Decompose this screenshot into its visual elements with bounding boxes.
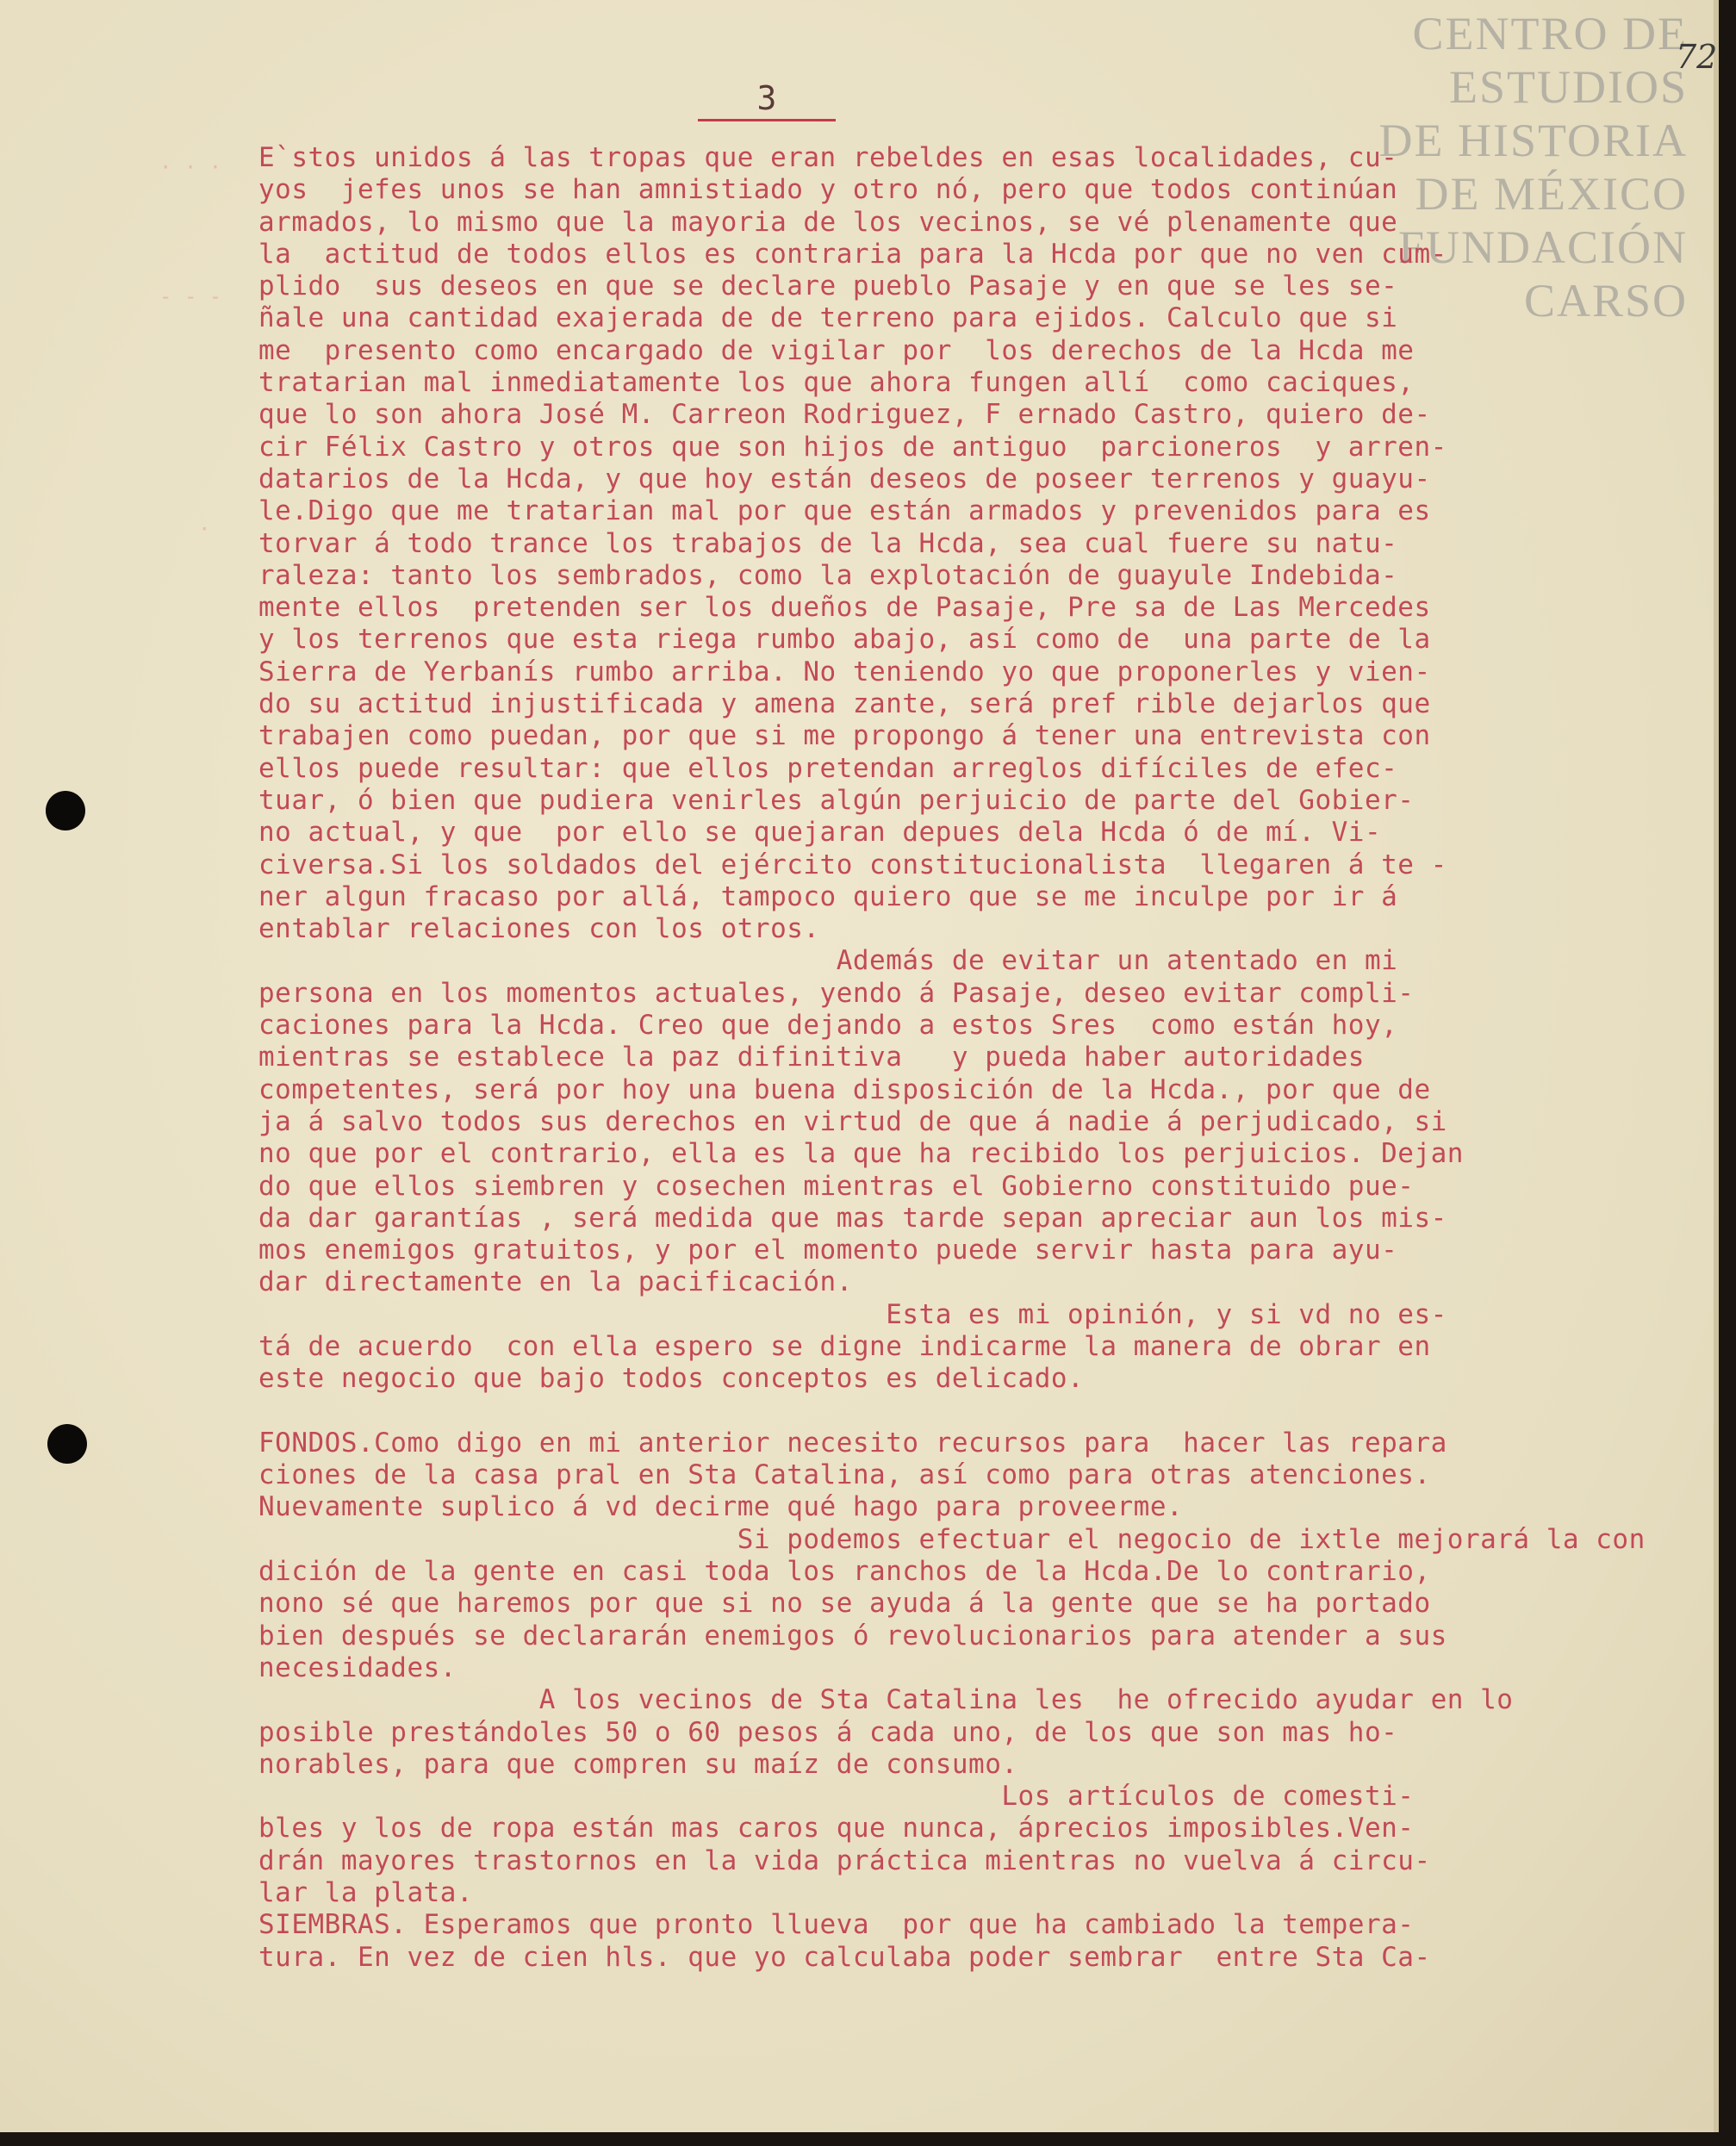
text-line: civersa.Si los soldados del ejército constitucionalista llegaren á te -	[258, 849, 1447, 880]
text-line: Sierra de Yerbanís rumbo arriba. No teniendo yo que proponerles y vien-	[258, 656, 1431, 687]
margin-bleed-mark: · · ·	[159, 155, 222, 179]
margin-bleed-mark: - - -	[159, 284, 222, 308]
text-line: dar directamente en la pacificación.	[258, 1266, 853, 1298]
watermark-line: DE MÉXICO	[1415, 168, 1688, 220]
letter-body	[258, 142, 1719, 1974]
text-line: do su actitud injustificada y amena zante, será pref rible dejarlos que	[258, 688, 1431, 720]
watermark-line: CENTRO DE	[1412, 8, 1688, 59]
text-line: A los vecinos de Sta Catalina les he ofrecido ayudar en lo	[258, 1684, 1514, 1716]
text-line: raleza: tanto los sembrados, como la explotación de guayule Indebida-	[258, 559, 1398, 591]
text-line: plido sus deseos en que se declare pueblo Pasaje y en que se les se-	[258, 271, 1398, 302]
text-line: Nuevamente suplico á vd decirme qué hago para proveerme.	[258, 1491, 1184, 1523]
text-line: tuar, ó bien que pudiera venirles algún perjuicio de parte del Gobier-	[258, 784, 1415, 816]
text-line: armados, lo mismo que la mayoria de los vecinos, se vé plenamente que	[258, 206, 1398, 238]
text-line: no actual, y que por ello se quejaran depues dela Hcda ó de mí. Vi-	[258, 817, 1382, 849]
text-line: ja á salvo todos sus derechos en virtud de que á nadie á perjudicado, si	[258, 1105, 1447, 1137]
text-line: mente ellos pretenden ser los dueños de Pasaje, Pre sa de Las Mercedes	[258, 592, 1431, 624]
text-line: da dar garantías , será medida que mas tarde sepan apreciar aun los mis-	[258, 1202, 1447, 1234]
text-line: tratarian mal inmediatamente los que ahora fungen allí como caciques,	[258, 367, 1415, 399]
text-line: E`stos unidos á las tropas que eran rebeldes en esas localidades, cu-	[258, 142, 1398, 173]
text-line: cir Félix Castro y otros que son hijos de antiguo parcioneros y arren-	[258, 431, 1447, 463]
text-line: drán mayores trastornos en la vida práctica mientras no vuelva á circu-	[258, 1844, 1431, 1876]
text-line: do que ellos siembren y cosechen mientras el Gobierno constituido pue-	[258, 1170, 1415, 1202]
text-line: caciones para la Hcda. Creo que dejando a estos Sres como están hoy,	[258, 1010, 1398, 1042]
text-line: que lo son ahora José M. Carreon Rodriguez, F ernado Castro, quiero de-	[258, 399, 1431, 431]
text-line: tura. En vez de cien hls. que yo calculaba poder sembrar entre Sta Ca-	[258, 1941, 1431, 1973]
text-line: Los artículos de comesti-	[258, 1781, 1415, 1813]
margin-bleed-mark: ·	[198, 517, 211, 541]
text-line: posible prestándoles 50 o 60 pesos á cada uno, de los que son mas ho-	[258, 1716, 1398, 1748]
punch-hole	[47, 1424, 87, 1464]
text-line: ñale una cantidad exajerada de de terreno para ejidos. Calculo que si	[258, 302, 1398, 334]
watermark-line: FUNDACIÓN	[1397, 221, 1688, 273]
text-line: necesidades.	[258, 1651, 457, 1683]
text-line: trabajen como puedan, por que si me propongo á tener una entrevista con	[258, 720, 1431, 752]
watermark-line: DE HISTORIA	[1378, 115, 1688, 166]
text-line: Si podemos efectuar el negocio de ixtle mejorará la con	[258, 1523, 1646, 1555]
text-line: tá de acuerdo con ella espero se digne indicarme la manera de obrar en	[258, 1330, 1431, 1362]
text-line: ciones de la casa pral en Sta Catalina, así como para otras atenciones.	[258, 1459, 1431, 1491]
text-line: y los terrenos que esta riega rumbo abajo, así como de una parte de la	[258, 624, 1431, 656]
text-line: me presento como encargado de vigilar por los derechos de la Hcda me	[258, 334, 1415, 366]
text-line: yos jefes unos se han amnistiado y otro nó, pero que todos continúan	[258, 174, 1398, 206]
text-line: lar la plata.	[258, 1877, 474, 1909]
text-line: le.Digo que me tratarian mal por que están armados y prevenidos para es	[258, 495, 1431, 527]
text-line	[258, 1396, 1719, 1428]
text-line: SIEMBRAS. Esperamos que pronto llueva por que ha cambiado la tempera-	[258, 1909, 1415, 1941]
text-line: no que por el contrario, ella es la que ha recibido los perjuicios. Dejan	[258, 1138, 1464, 1170]
text-line: FONDOS.Como digo en mi anterior necesito recursos para hacer las repara	[258, 1427, 1447, 1459]
text-line: ner algun fracaso por allá, tampoco quiero que se me inculpe por ir á	[258, 880, 1398, 912]
text-line: norables, para que compren su maíz de consumo.	[258, 1748, 1018, 1780]
punch-hole	[46, 791, 85, 830]
watermark-line: CARSO	[1523, 275, 1688, 327]
watermark-line: ESTUDIOS	[1448, 61, 1688, 113]
text-line: bien después se declararán enemigos ó revolucionarios para atender a sus	[258, 1620, 1447, 1651]
text-line: torvar á todo trance los trabajos de la Hcda, sea cual fuere su natu-	[258, 527, 1398, 559]
text-line: dición de la gente en casi toda los ranchos de la Hcda.De lo contrario,	[258, 1556, 1431, 1588]
text-line: competentes, será por hoy una buena disposición de la Hcda., por que de	[258, 1073, 1431, 1105]
text-line: Además de evitar un atentado en mi	[258, 945, 1398, 977]
text-line: mos enemigos gratuitos, y por el momento puede servir hasta para ayu-	[258, 1235, 1398, 1266]
text-line: nono sé que haremos por que si no se ayuda á la gente que se ha portado	[258, 1588, 1431, 1620]
text-line: la actitud de todos ellos es contraria para la Hcda por que no ven cum-	[258, 238, 1447, 270]
page-number: 3	[698, 79, 836, 121]
text-line: persona en los momentos actuales, yendo á Pasaje, deseo evitar compli-	[258, 977, 1415, 1009]
text-line: mientras se establece la paz difinitiva y pueda haber autoridades	[258, 1042, 1365, 1073]
text-line: entablar relaciones con los otros.	[258, 913, 820, 945]
folio-number: 72	[1676, 38, 1718, 76]
text-line: este negocio que bajo todos conceptos es delicado.	[258, 1363, 1085, 1395]
text-line: bles y los de ropa están mas caros que nunca, áprecios imposibles.Ven-	[258, 1813, 1415, 1844]
text-line: datarios de la Hcda, y que hoy están deseos de poseer terrenos y guayu-	[258, 463, 1431, 495]
text-line: Esta es mi opinión, y si vd no es-	[258, 1298, 1447, 1330]
text-line: ellos puede resultar: que ellos pretendan arreglos difíciles de efec-	[258, 752, 1398, 784]
